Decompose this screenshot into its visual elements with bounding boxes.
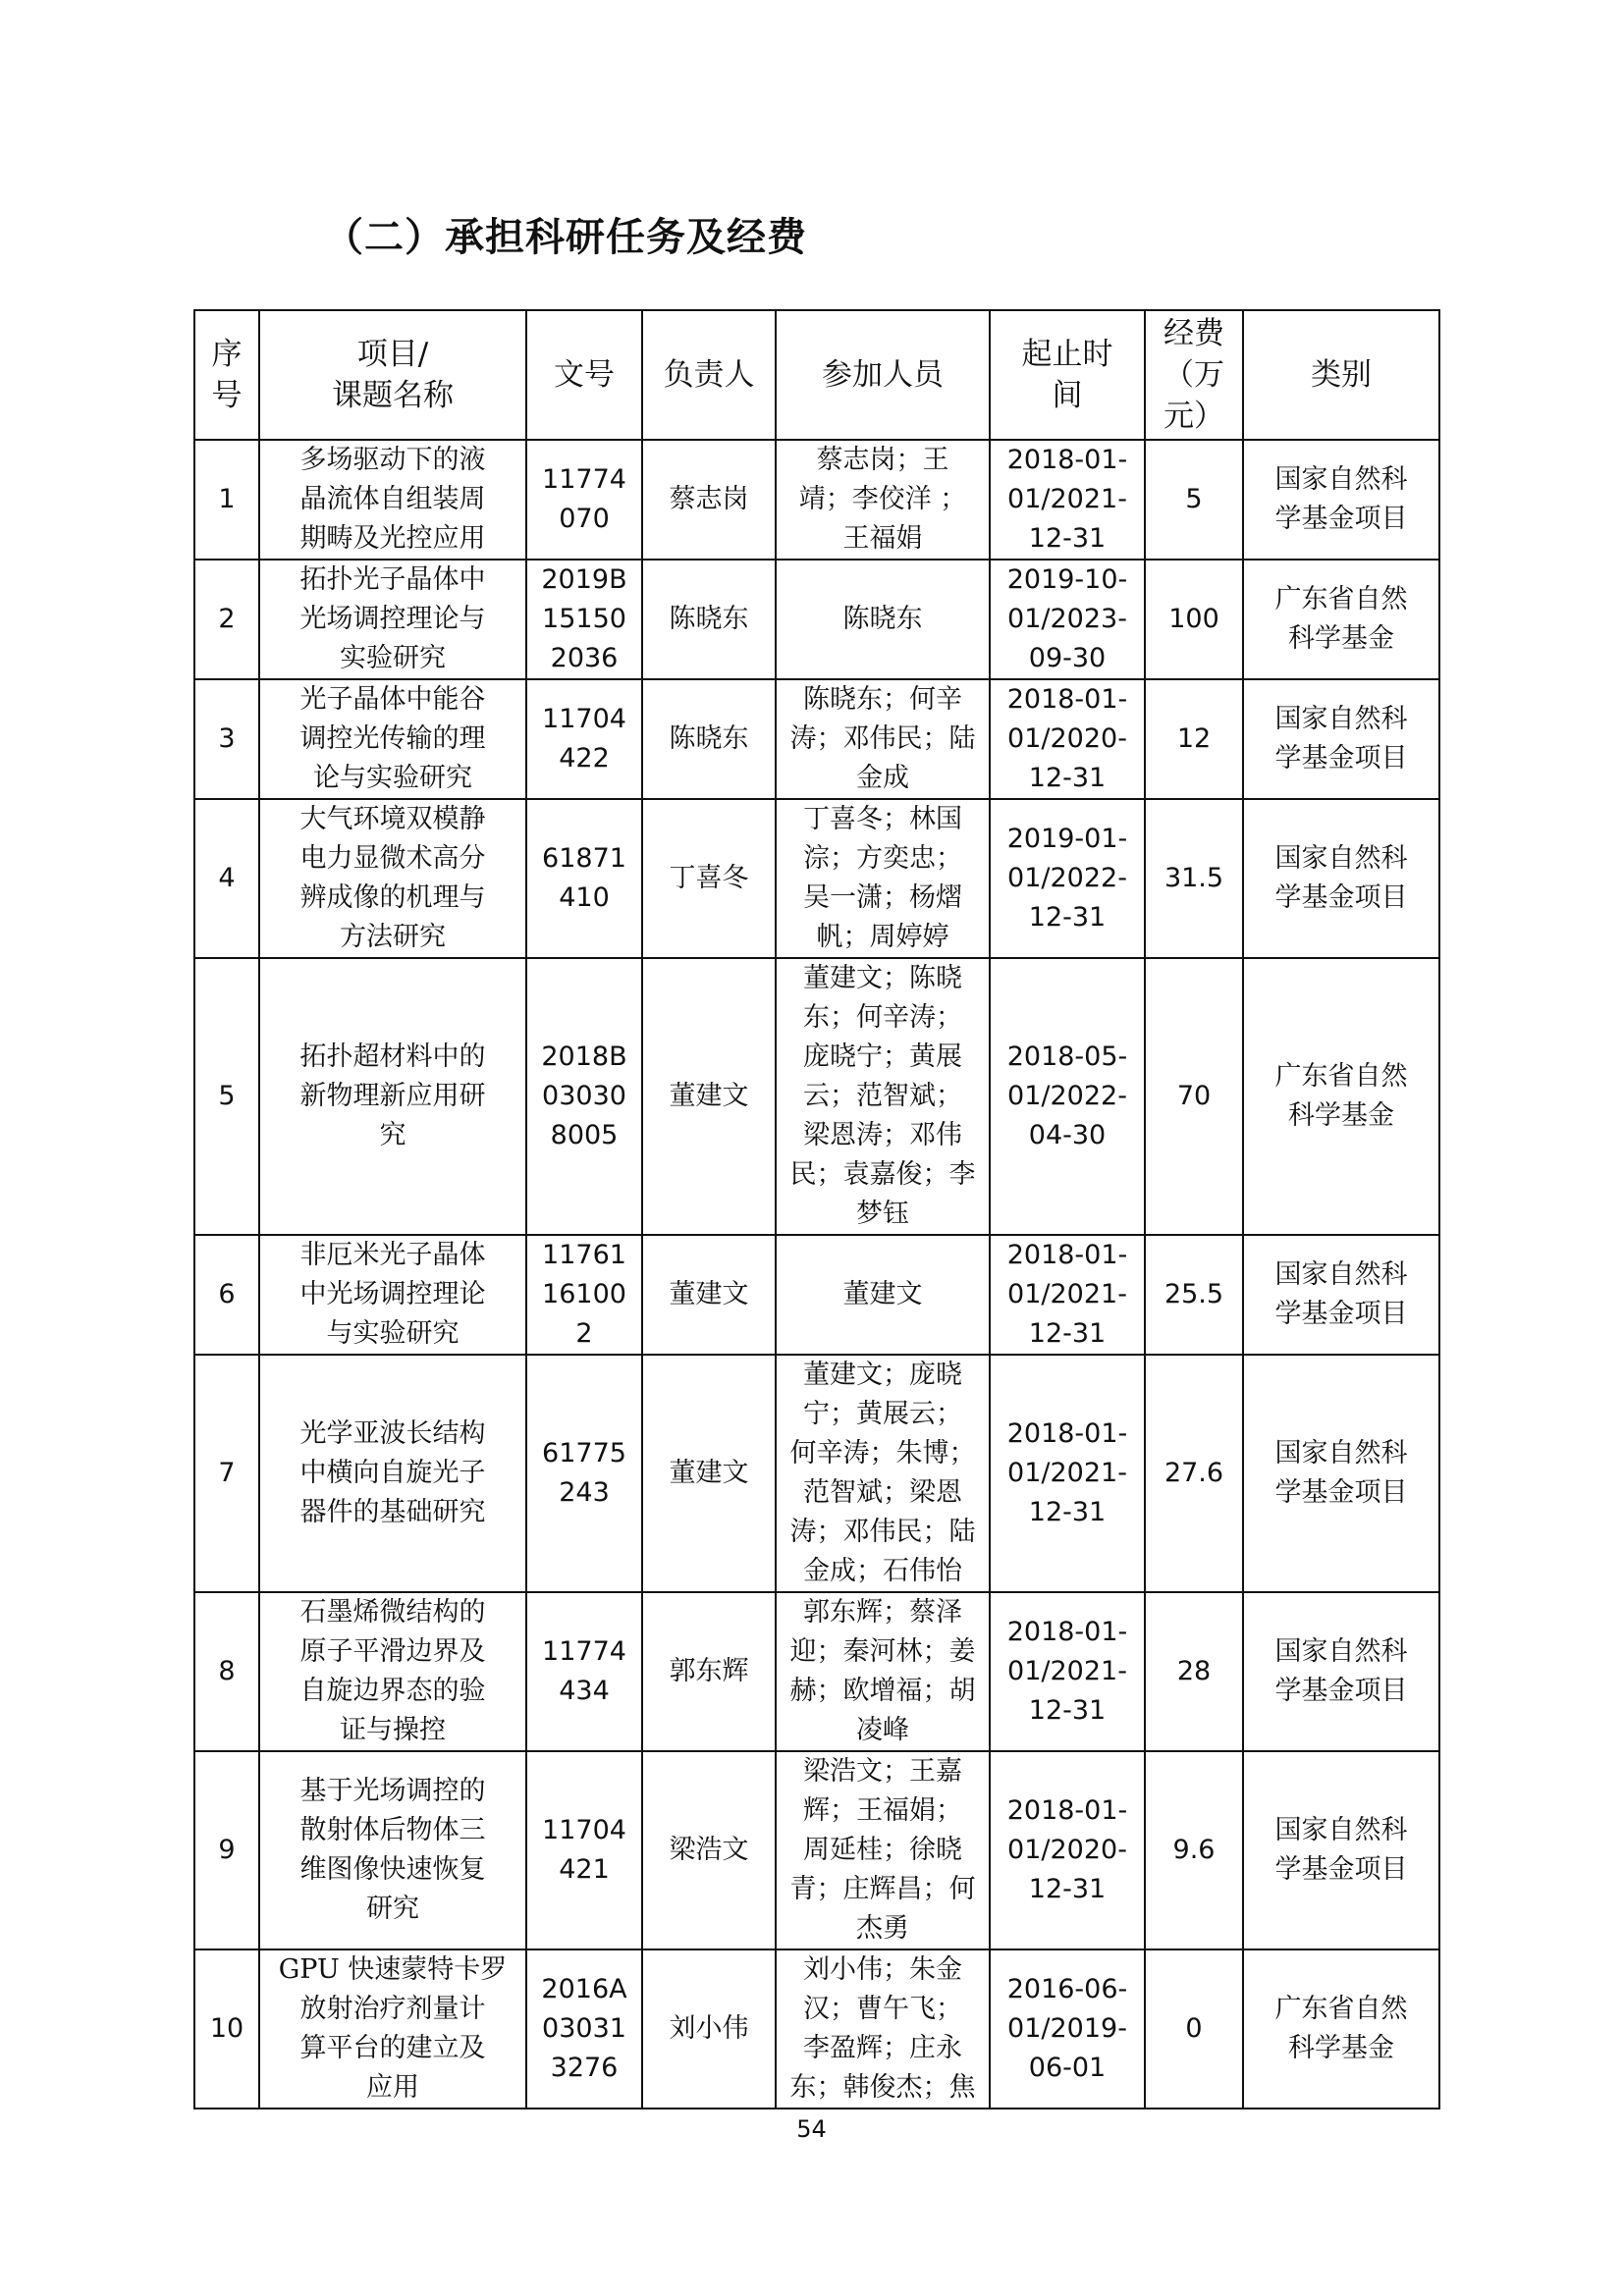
project-name: 基于光场调控的 散射体后物体三 维图像快速恢复 研究 bbox=[259, 1751, 526, 1949]
project-category: 国家自然科 学基金项目 bbox=[1243, 1235, 1439, 1355]
project-code: 61871 410 bbox=[526, 799, 642, 958]
project-funding: 27.6 bbox=[1145, 1355, 1243, 1592]
header-funding: 经费 （万 元） bbox=[1145, 310, 1243, 440]
project-category: 广东省自然 科学基金 bbox=[1243, 560, 1439, 679]
project-leader: 郭东辉 bbox=[642, 1592, 776, 1751]
table-row bbox=[194, 440, 1439, 560]
header-leader: 负责人 bbox=[642, 310, 776, 440]
project-period: 2019-10- 01/2023- 09-30 bbox=[990, 560, 1145, 679]
project-leader: 刘小伟 bbox=[642, 1949, 776, 2109]
project-name: 拓扑超材料中的 新物理新应用研 究 bbox=[259, 958, 526, 1235]
table-row bbox=[194, 958, 1439, 1235]
header-project-name: 项目/ 课题名称 bbox=[259, 310, 526, 440]
table-header-row bbox=[194, 310, 1439, 440]
project-code: 11774 070 bbox=[526, 440, 642, 560]
table-row bbox=[194, 679, 1439, 799]
project-category: 国家自然科 学基金项目 bbox=[1243, 1355, 1439, 1592]
project-members: 董建文；陈晓 东；何辛涛； 庞晓宁；黄展 云；范智斌； 梁恩涛；邓伟 民；袁嘉俊；李 梦钰 bbox=[776, 958, 990, 1235]
project-code: 2018B 03030 8005 bbox=[526, 958, 642, 1235]
project-funding: 5 bbox=[1145, 440, 1243, 560]
project-period: 2019-01- 01/2022- 12-31 bbox=[990, 799, 1145, 958]
project-code: 61775 243 bbox=[526, 1355, 642, 1592]
project-period: 2018-05- 01/2022- 04-30 bbox=[990, 958, 1145, 1235]
project-name: GPU 快速蒙特卡罗 放射治疗剂量计 算平台的建立及 应用 bbox=[259, 1949, 526, 2109]
project-name: 拓扑光子晶体中 光场调控理论与 实验研究 bbox=[259, 560, 526, 679]
project-funding: 70 bbox=[1145, 958, 1243, 1235]
project-period: 2016-06- 01/2019- 06-01 bbox=[990, 1949, 1145, 2109]
project-name: 非厄米光子晶体 中光场调控理论 与实验研究 bbox=[259, 1235, 526, 1355]
project-category: 广东省自然 科学基金 bbox=[1243, 1949, 1439, 2109]
header-members: 参加人员 bbox=[776, 310, 990, 440]
project-funding: 100 bbox=[1145, 560, 1243, 679]
project-period: 2018-01- 01/2021- 12-31 bbox=[990, 440, 1145, 560]
project-leader: 蔡志岗 bbox=[642, 440, 776, 560]
project-leader: 丁喜冬 bbox=[642, 799, 776, 958]
project-members: 丁喜冬；林国 淙；方奕忠； 吴一潇；杨熠 帆；周婷婷 bbox=[776, 799, 990, 958]
project-category: 国家自然科 学基金项目 bbox=[1243, 1592, 1439, 1751]
project-period: 2018-01- 01/2021- 12-31 bbox=[990, 1355, 1145, 1592]
project-funding: 25.5 bbox=[1145, 1235, 1243, 1355]
project-members: 董建文；庞晓 宁；黄展云； 何辛涛；朱博； 范智斌；梁恩 涛；邓伟民；陆 金成；石伟怡 bbox=[776, 1355, 990, 1592]
table-row bbox=[194, 1949, 1439, 2109]
project-name: 光子晶体中能谷 调控光传输的理 论与实验研究 bbox=[259, 679, 526, 799]
table-row bbox=[194, 1235, 1439, 1355]
table-row bbox=[194, 1592, 1439, 1751]
project-category: 国家自然科 学基金项目 bbox=[1243, 799, 1439, 958]
project-name: 大气环境双模静 电力显微术高分 辨成像的机理与 方法研究 bbox=[259, 799, 526, 958]
project-funding: 31.5 bbox=[1145, 799, 1243, 958]
row-no: 8 bbox=[194, 1592, 259, 1751]
project-code: 11761 16100 2 bbox=[526, 1235, 642, 1355]
project-category: 广东省自然 科学基金 bbox=[1243, 958, 1439, 1235]
project-code: 11704 422 bbox=[526, 679, 642, 799]
project-members: 陈晓东；何辛 涛；邓伟民；陆 金成 bbox=[776, 679, 990, 799]
project-funding: 0 bbox=[1145, 1949, 1243, 2109]
research-projects-table bbox=[193, 309, 1440, 2109]
row-no: 10 bbox=[194, 1949, 259, 2109]
project-funding: 28 bbox=[1145, 1592, 1243, 1751]
project-leader: 陈晓东 bbox=[642, 679, 776, 799]
header-period: 起止时 间 bbox=[990, 310, 1145, 440]
header-category: 类别 bbox=[1243, 310, 1439, 440]
table-row bbox=[194, 799, 1439, 958]
row-no: 9 bbox=[194, 1751, 259, 1949]
project-members: 蔡志岗；王 靖；李佼洋 ； 王福娟 bbox=[776, 440, 990, 560]
row-no: 7 bbox=[194, 1355, 259, 1592]
row-no: 1 bbox=[194, 440, 259, 560]
project-funding: 12 bbox=[1145, 679, 1243, 799]
project-code: 2019B 15150 2036 bbox=[526, 560, 642, 679]
project-code: 2016A 03031 3276 bbox=[526, 1949, 642, 2109]
project-name: 多场驱动下的液 晶流体自组装周 期畴及光控应用 bbox=[259, 440, 526, 560]
table-row bbox=[194, 560, 1439, 679]
project-name: 光学亚波长结构 中横向自旋光子 器件的基础研究 bbox=[259, 1355, 526, 1592]
project-leader: 陈晓东 bbox=[642, 560, 776, 679]
project-members: 郭东辉；蔡泽 迎；秦河林；姜 赫；欧增福；胡 凌峰 bbox=[776, 1592, 990, 1751]
project-category: 国家自然科 学基金项目 bbox=[1243, 1751, 1439, 1949]
project-members: 陈晓东 bbox=[776, 560, 990, 679]
table-row bbox=[194, 1751, 1439, 1949]
project-leader: 梁浩文 bbox=[642, 1751, 776, 1949]
header-code: 文号 bbox=[526, 310, 642, 440]
project-leader: 董建文 bbox=[642, 958, 776, 1235]
project-leader: 董建文 bbox=[642, 1355, 776, 1592]
project-leader: 董建文 bbox=[642, 1235, 776, 1355]
project-period: 2018-01- 01/2020- 12-31 bbox=[990, 1751, 1145, 1949]
project-category: 国家自然科 学基金项目 bbox=[1243, 440, 1439, 560]
project-period: 2018-01- 01/2021- 12-31 bbox=[990, 1592, 1145, 1751]
project-name: 石墨烯微结构的 原子平滑边界及 自旋边界态的验 证与操控 bbox=[259, 1592, 526, 1751]
project-members: 刘小伟；朱金 汉；曹午飞； 李盈辉；庄永 东；韩俊杰；焦 bbox=[776, 1949, 990, 2109]
project-period: 2018-01- 01/2021- 12-31 bbox=[990, 1235, 1145, 1355]
row-no: 2 bbox=[194, 560, 259, 679]
project-period: 2018-01- 01/2020- 12-31 bbox=[990, 679, 1145, 799]
row-no: 3 bbox=[194, 679, 259, 799]
project-category: 国家自然科 学基金项目 bbox=[1243, 679, 1439, 799]
section-title: （二）承担科研任务及经费 bbox=[324, 215, 807, 260]
project-members: 董建文 bbox=[776, 1235, 990, 1355]
row-no: 5 bbox=[194, 958, 259, 1235]
page-number: 54 bbox=[796, 2115, 827, 2143]
project-code: 11774 434 bbox=[526, 1592, 642, 1751]
project-code: 11704 421 bbox=[526, 1751, 642, 1949]
project-members: 梁浩文；王嘉 辉；王福娟； 周延桂；徐晓 青；庄辉昌；何 杰勇 bbox=[776, 1751, 990, 1949]
table-row bbox=[194, 1355, 1439, 1592]
row-no: 6 bbox=[194, 1235, 259, 1355]
project-funding: 9.6 bbox=[1145, 1751, 1243, 1949]
row-no: 4 bbox=[194, 799, 259, 958]
header-no: 序 号 bbox=[194, 310, 259, 440]
